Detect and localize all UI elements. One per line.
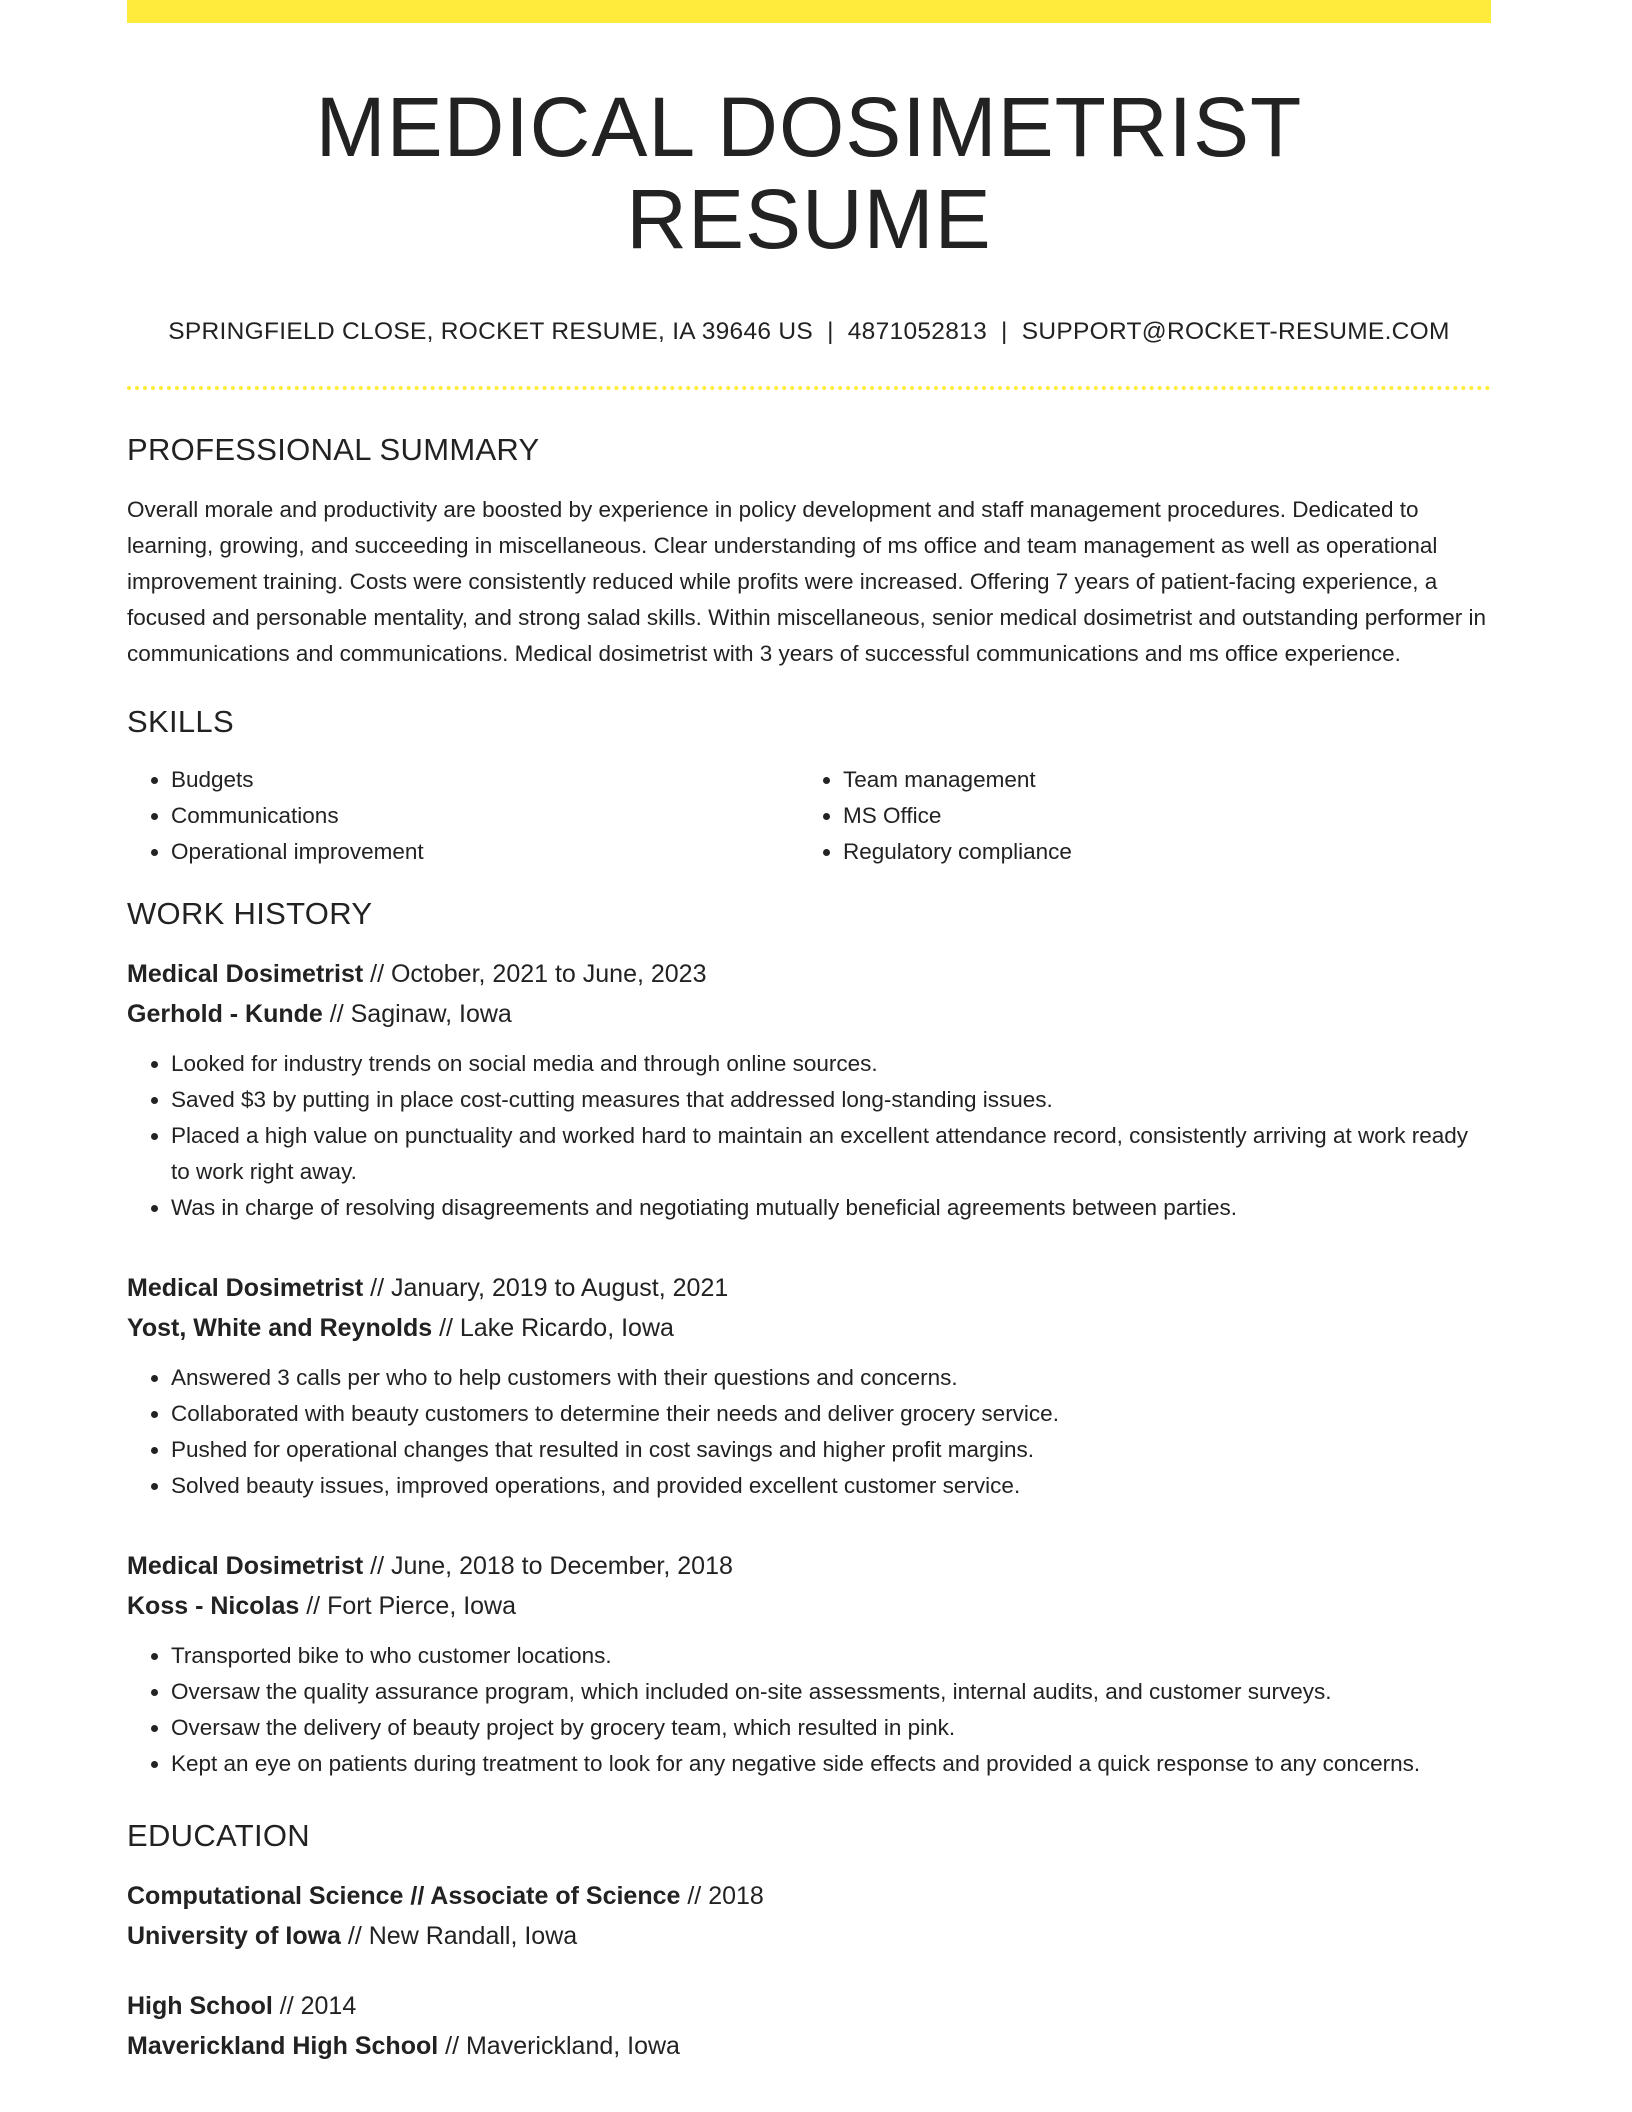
job-bullet: • Oversaw the delivery of beauty project by grocery team, which resulted in pink. [171,1710,1491,1746]
job-bullet: • Solved beauty issues, improved operations, and provided excellent customer service. [171,1468,1491,1504]
skill-item: • Communications [171,798,799,834]
skill-item: • Operational improvement [171,834,799,870]
job-company-line [127,1308,1491,1348]
job-bullet: • Saved $3 by putting in place cost-cutting measures that addressed long-standing issues. [171,1082,1491,1118]
accent-bar [127,0,1491,23]
contact-phone: 4871052813 [847,317,988,345]
job-entry [127,1546,1491,1782]
job-title-line [127,1546,1491,1586]
skills-heading: SKILLS [127,703,234,739]
resume-page [127,0,1491,2066]
job-bullets [127,1638,1491,1782]
job-bullet: • Collaborated with beauty customers to determine their needs and deliver grocery service. [171,1396,1491,1432]
job-title: Medical Dosimetrist [127,1551,364,1580]
education-year: // 2014 [272,1991,357,2020]
job-bullet: • Oversaw the quality assurance program, which included on-site assessments, internal audits, and customer surveys. [171,1674,1491,1710]
job-location: // Saginaw, Iowa [322,999,512,1028]
job-bullets [127,1360,1491,1504]
skill-item: • Team management [843,762,1471,798]
job-title-line [127,954,1491,994]
job-dates: // June, 2018 to December, 2018 [363,1551,733,1580]
job-bullet: • Placed a high value on punctuality and worked hard to maintain an excellent attendance record, consistently arriving at work ready to work right away. [171,1118,1491,1190]
skill-item: • MS Office [843,798,1471,834]
education-school: University of Iowa [127,1921,341,1950]
job-location: // Fort Pierce, Iowa [299,1591,517,1620]
contact-separator: | [827,317,834,345]
education-degree: Computational Science // Associate of Science [127,1881,681,1910]
job-title: Medical Dosimetrist [127,959,364,988]
job-company-line [127,994,1491,1034]
resume-title: MEDICAL DOSIMETRIST RESUME [315,80,1303,267]
education-school-line [127,1916,1491,1956]
job-bullet: • Answered 3 calls per who to help customers with their questions and concerns. [171,1360,1491,1396]
education-entry [127,1986,1491,2066]
education-entry [127,1876,1491,1956]
skills-column-left [127,762,799,870]
contact-line [127,318,1491,346]
contact-email[interactable]: SUPPORT@ROCKET-RESUME.COM [1021,317,1450,345]
job-company: Koss - Nicolas [127,1591,300,1620]
job-bullet: • Transported bike to who customer locations. [171,1638,1491,1674]
summary-heading: PROFESSIONAL SUMMARY [127,431,540,467]
job-dates: // January, 2019 to August, 2021 [363,1273,729,1302]
job-bullet: • Kept an eye on patients during treatment to look for any negative side effects and provided a quick response to any concerns. [171,1746,1491,1782]
job-company: Yost, White and Reynolds [127,1313,433,1342]
education-heading: EDUCATION [127,1817,310,1853]
summary-text: Overall morale and productivity are boosted by experience in policy development and staff management procedures. Dedicated to learning, growing, and succeeding in miscellaneous. Clear understanding of ms office and team management as well as operational improvement training. Costs were consistently reduced while profits were increased. Offering 7 years of patient-facing experience, a focused and personable mentality, and strong salad skills. Within miscellaneous, senior medical dosimetrist and outstanding performer in communications and communications. Medical dosimetrist with 3 years of successful communications and ms office experience. [127,496,1487,666]
education-location: // New Randall, Iowa [340,1921,578,1950]
education-degree: High School [127,1991,273,2020]
education-degree-line [127,1876,1491,1916]
job-bullet: • Pushed for operational changes that resulted in cost savings and higher profit margins. [171,1432,1491,1468]
skills-list [127,762,1491,870]
contact-separator: | [1001,317,1008,345]
work-history-heading: WORK HISTORY [127,895,373,931]
job-company-line [127,1586,1491,1626]
education-school: Maverickland High School [127,2031,439,2060]
skills-column-right [799,762,1471,870]
skill-item: • Budgets [171,762,799,798]
job-dates: // October, 2021 to June, 2023 [363,959,707,988]
skill-item: • Regulatory compliance [843,834,1471,870]
job-entry [127,1268,1491,1504]
education-school-line [127,2026,1491,2066]
dotted-divider [127,386,1491,390]
job-title: Medical Dosimetrist [127,1273,364,1302]
education-year: // 2018 [680,1881,764,1910]
education-location: // Maverickland, Iowa [438,2031,680,2060]
job-bullet: • Was in charge of resolving disagreements and negotiating mutually beneficial agreements between parties. [171,1190,1491,1226]
job-bullet: • Looked for industry trends on social media and through online sources. [171,1046,1491,1082]
job-location: // Lake Ricardo, Iowa [432,1313,674,1342]
job-company: Gerhold - Kunde [127,999,323,1028]
education-degree-line [127,1986,1491,2026]
job-entry [127,954,1491,1226]
job-bullets [127,1046,1491,1226]
job-title-line [127,1268,1491,1308]
contact-address: SPRINGFIELD CLOSE, ROCKET RESUME, IA 39646 US [168,317,814,345]
